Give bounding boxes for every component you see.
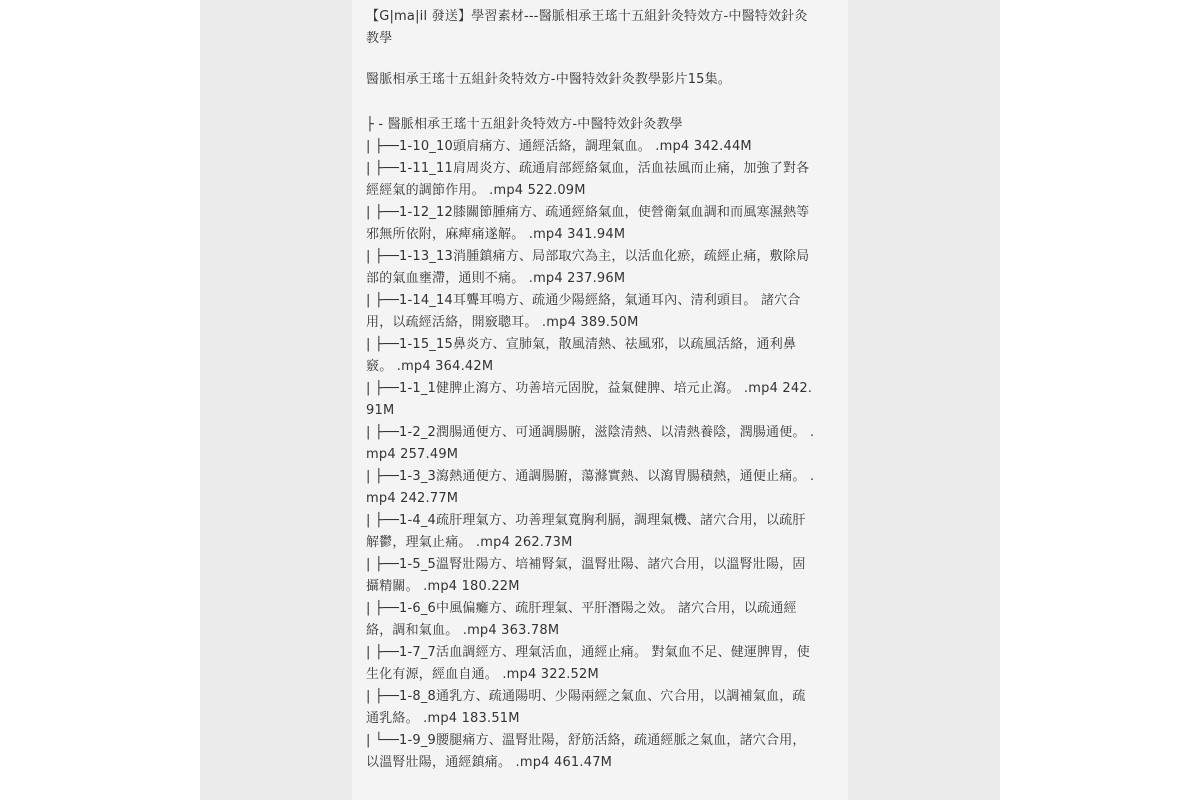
file-tree-item: | ├──1-6_6中風偏癱方、疏肝理氣、平肝潛陽之效。 諸穴合用，以疏通經絡，調和氣血。 .mp4 363.78M [366,601,797,638]
post-content [352,0,848,800]
file-tree-item: | ├──1-5_5溫腎壯陽方、培補腎氣，溫腎壯陽、諸穴合用，以溫腎壯陽，固攝精關。 .mp4 180.22M [366,557,806,594]
file-tree-item: | ├──1-1_1健脾止瀉方、功善培元固脫，益氣健脾、培元止瀉。 .mp4 242.91M [366,381,813,418]
file-tree [366,114,816,774]
file-tree-item: | ├──1-3_3瀉熱通便方、通調腸腑，蕩滌實熱、以瀉胃腸積熱，通便止痛。 .mp4 242.77M [366,469,815,506]
file-tree-root: ├ - 醫脈相承王瑤十五組針灸特效方-中醫特效針灸教學 [366,117,683,132]
file-tree-item: | ├──1-12_12膝關節腫痛方、疏通經絡氣血，使營衛氣血調和而風寒濕熱等邪無所依附，麻痺痛遂解。 .mp4 341.94M [366,205,810,242]
file-tree-item: | ├──1-14_14耳聾耳鳴方、疏通少陽經絡，氣通耳內、清利頭目。 諸穴合用，以疏經活絡，開竅聰耳。 .mp4 389.50M [366,293,801,330]
file-tree-item: | ├──1-15_15鼻炎方、宣肺氣，散風清熱、祛風邪，以疏風活絡，通利鼻竅。 .mp4 364.42M [366,337,797,374]
file-tree-item: | ├──1-8_8通乳方、疏通陽明、少陽兩經之氣血、穴合用，以調補氣血，疏通乳絡。 .mp4 183.51M [366,689,806,726]
file-tree-item: | ├──1-11_11肩周炎方、疏通肩部經絡氣血，活血祛風而止痛，加強了對各經經氣的調節作用。 .mp4 522.09M [366,161,810,198]
post-summary: 醫脈相承王瑤十五組針灸特效方-中醫特效針灸教學影片15集。 [366,72,732,87]
file-tree-item: | ├──1-4_4疏肝理氣方、功善理氣寬胸利膈，調理氣機、諸穴合用，以疏肝解鬱，理氣止痛。 .mp4 262.73M [366,513,806,550]
file-tree-item: | ├──1-10_10頭肩痛方、通經活絡，調理氣血。 .mp4 342.44M [366,139,752,154]
file-tree-item: | ├──1-2_2潤腸通便方、可通調腸腑，滋陰清熱、以清熱養陰，潤腸通便。 .mp4 257.49M [366,425,815,462]
file-tree-item: | └──1-9_9腰腿痛方、溫腎壯陽，舒筋活絡，疏通經脈之氣血，諸穴合用，以溫腎壯陽，通經鎮痛。 .mp4 461.47M [366,733,806,770]
file-tree-item: | ├──1-7_7活血調經方、理氣活血，通經止痛。 對氣血不足、健運脾胃，使生化有源，經血自通。 .mp4 322.52M [366,645,810,682]
file-tree-item: | ├──1-13_13消腫鎮痛方、局部取穴為主，以活血化瘀，疏經止痛，敷除局部的氣血壅滯，通則不痛。 .mp4 237.96M [366,249,810,286]
post-body [366,6,816,774]
post-title: 【G|ma|il 發送】學習素材---醫脈相承王瑤十五組針灸特效方-中醫特效針灸教學 [366,9,808,46]
